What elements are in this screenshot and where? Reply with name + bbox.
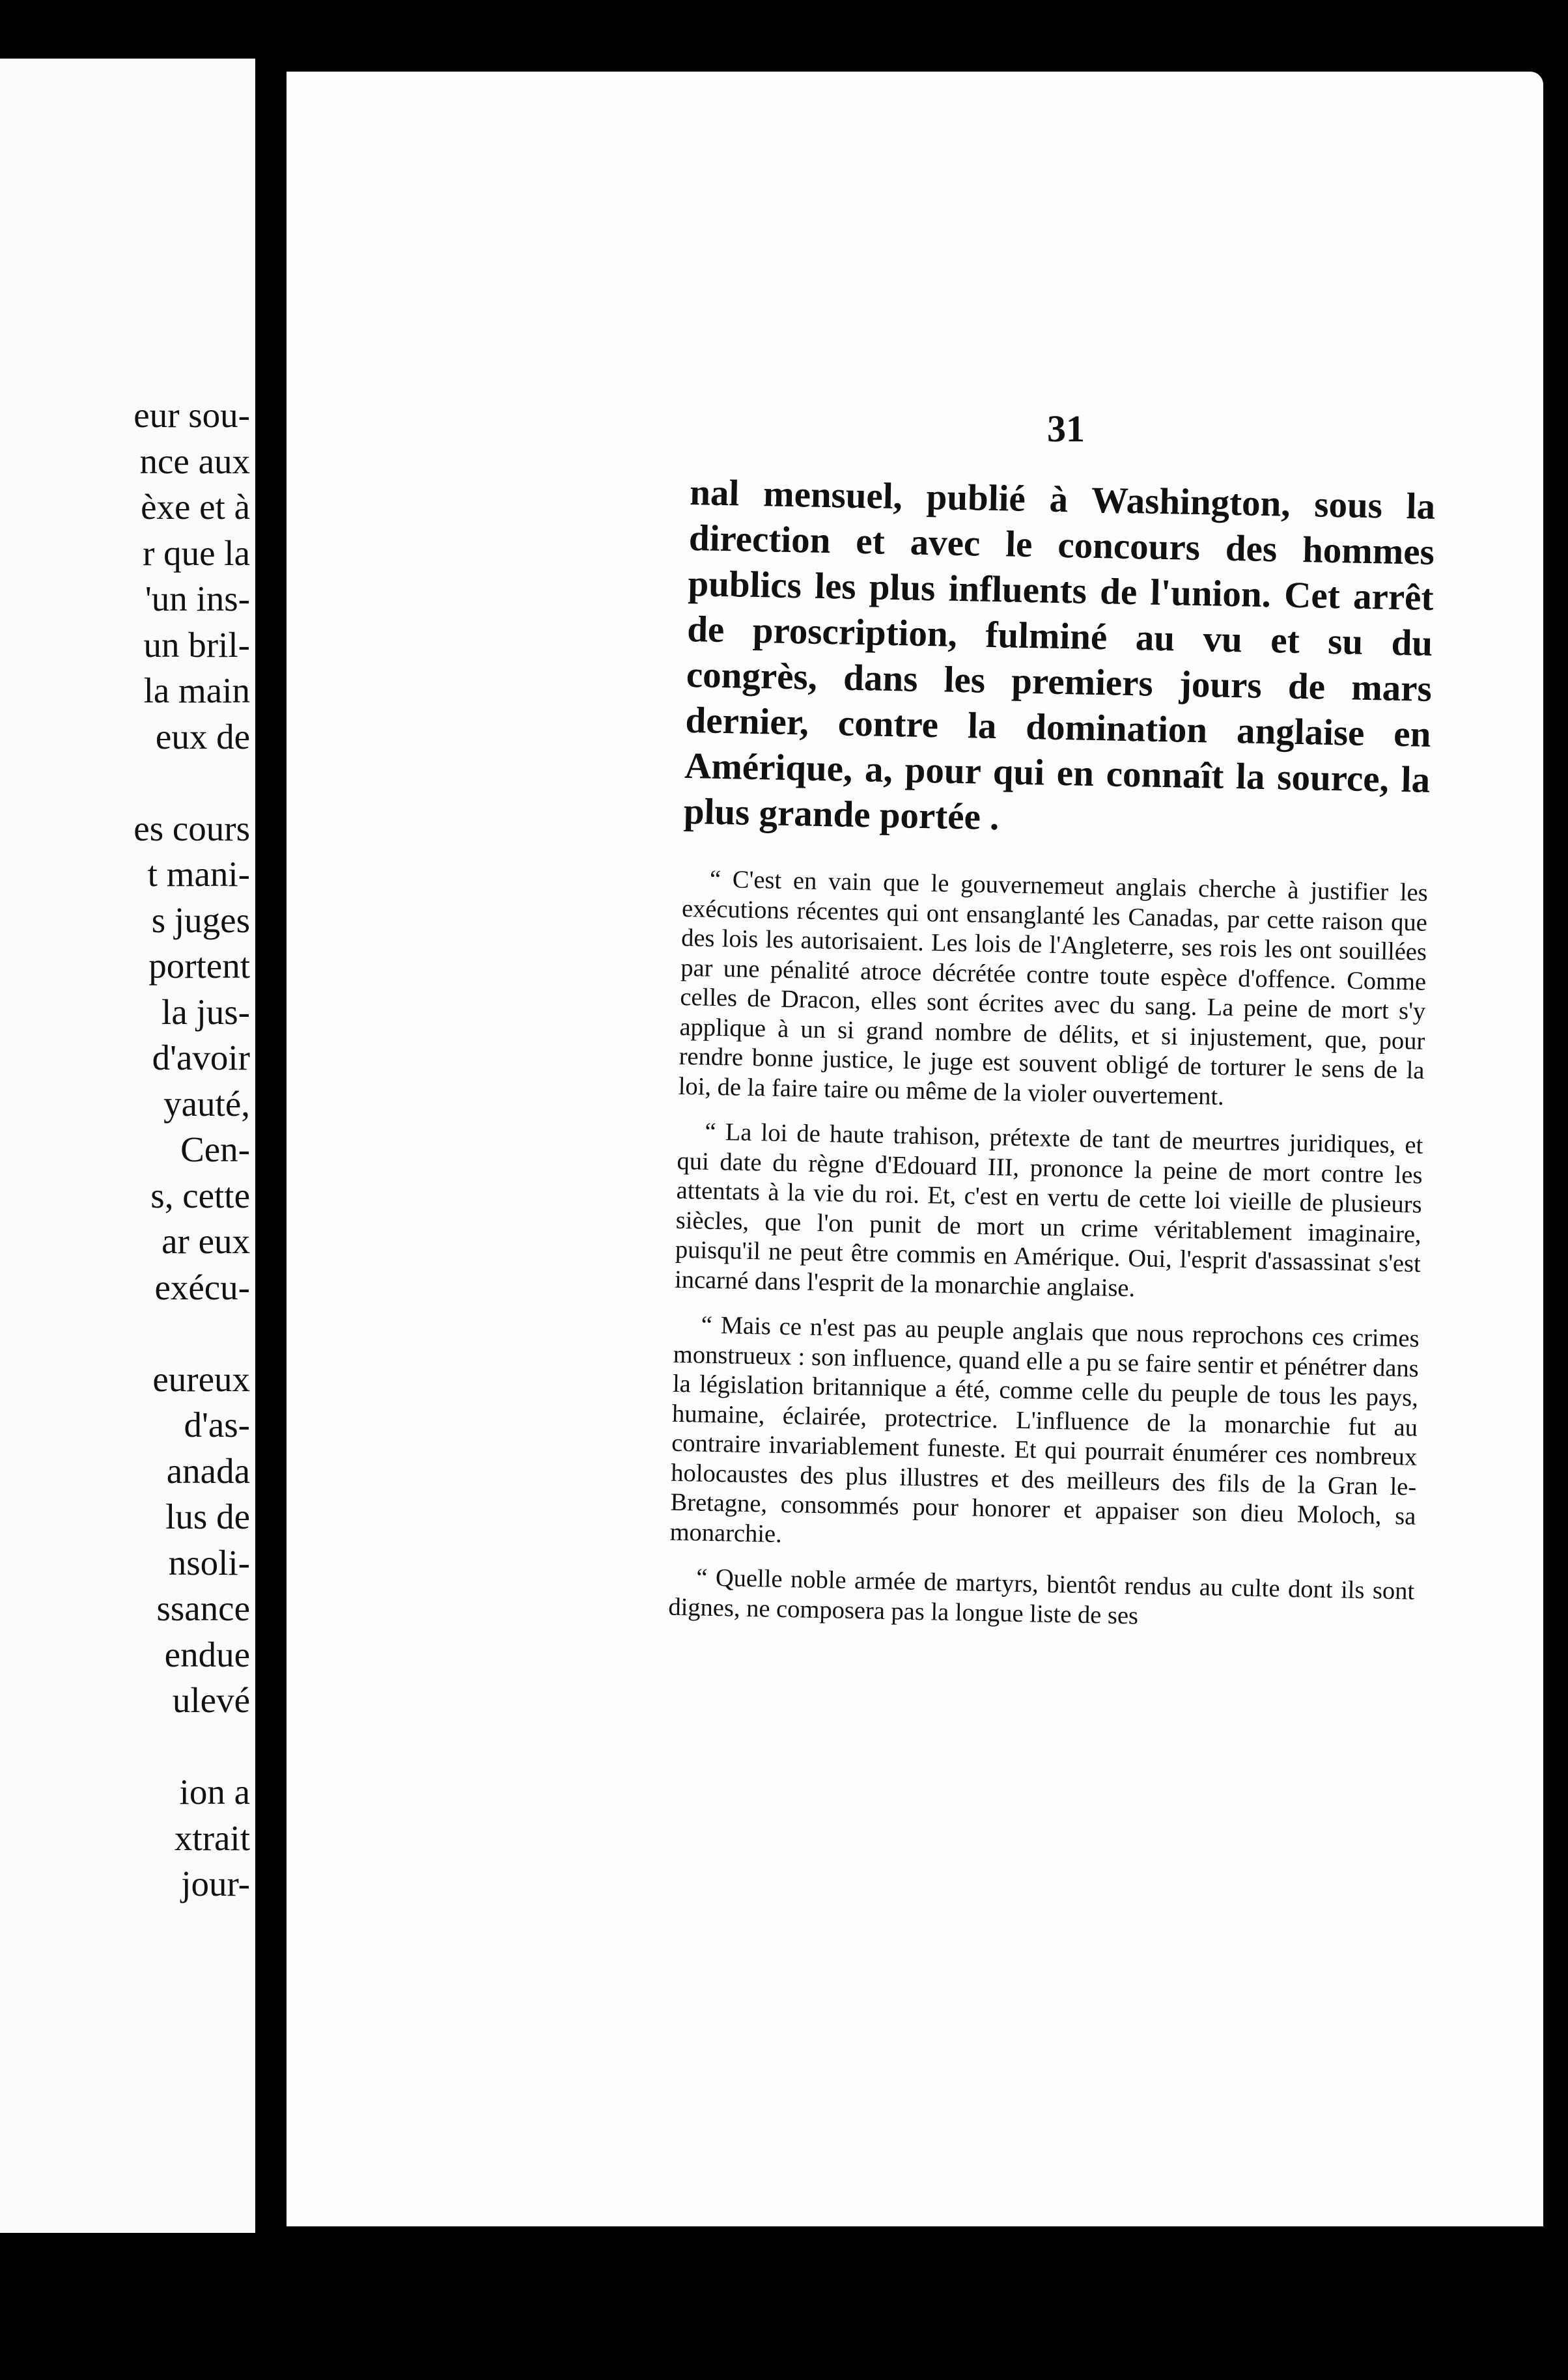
left-page-line: lus de	[165, 1497, 250, 1536]
left-page-line: es cours	[133, 808, 250, 848]
quote-paragraph-1: “ C'est en vain que le gouvernemeut anglais cherche à justifier les exécutions récentes qui ont ensanglanté les Canadas, par cette raison que des lois les autorisaient. Les lois de l'Angleterre, ses rois les ont souillées par une pénalité atroce décrétée contre toute espèce d'offence. Comme celles de Dracon, elles sont écrites avec du sang. La peine de mort s'y applique à un si grand nombre de délits, et si injustement, que, pour rendre bonne justice, le juge est souvent obligé de torturer le sens de la loi, de la faire taire ou même de la violer ouvertement.	[678, 865, 1429, 1111]
left-page-line: Cen-	[180, 1129, 250, 1169]
left-page-line: eureux	[152, 1359, 250, 1399]
left-page-line: d'avoir	[152, 1038, 250, 1077]
previous-page-fragment	[0, 59, 255, 2233]
left-page-line: ssance	[156, 1588, 250, 1628]
left-page-line: èxe et à	[141, 487, 250, 527]
left-page-line: s juges	[151, 900, 250, 940]
left-page-line: la jus-	[161, 991, 250, 1032]
left-page-line: s, cette	[150, 1175, 250, 1215]
left-page-line: eux de	[155, 716, 250, 756]
left-page-line: t mani-	[147, 854, 250, 894]
current-page	[287, 72, 1543, 2226]
left-page-line: nce aux	[139, 441, 250, 481]
left-page-line: r que la	[143, 533, 250, 573]
left-page-line: portent	[148, 946, 250, 986]
page-body	[668, 470, 1436, 1637]
left-page-line: yauté,	[163, 1083, 250, 1124]
quote-paragraph-2: “ La loi de haute trahison, prétexte de tant de meurtres juridiques, et qui date du règne d'Edouard III, prononce la peine de mort contre les attentats à la vie du roi. Et, c'est en vertu de cette loi vieille de plusieurs siècles, que l'on punit de mort un crime véritablement imaginaire, puisqu'il ne peut être commis en Amérique. Oui, l'esprit d'assassinat s'est incarné dans l'esprit de la monarchie anglaise.	[674, 1118, 1423, 1302]
quote-paragraph-4: “ Quelle noble armée de martyrs, bientôt rendus au culte dont ils sont dignes, ne composera pas la longue liste de ses	[668, 1564, 1415, 1630]
left-page-line: jour-	[181, 1864, 250, 1903]
left-page-line: exécu-	[154, 1267, 250, 1307]
left-page-line: ar eux	[161, 1221, 250, 1261]
left-page-line: anada	[166, 1450, 250, 1491]
left-page-line: nsoli-	[168, 1542, 250, 1583]
lead-paragraph: nal mensuel, publié à Washington, sous la direction et avec le concours des hommes publics les plus influents de l'union. Cet arrêt de proscription, fulminé au vu et su du congrès, dans les premiers jours de mars dernier, contre la domination anglaise en Amérique, a, pour qui en connaît la source, la plus grande portée .	[683, 471, 1436, 838]
left-page-line: un bril-	[143, 624, 250, 665]
left-page-line: d'as-	[184, 1405, 250, 1445]
left-page-line: xtrait	[174, 1818, 250, 1858]
left-page-line: la main	[143, 671, 250, 710]
left-page-line: eur sou-	[133, 395, 250, 435]
left-page-line: ulevé	[172, 1680, 250, 1720]
quote-paragraph-3: “ Mais ce n'est pas au peuple anglais que nous reprochons ces crimes monstrueux : son influence, quand elle a pu se faire sentir et pénétrer dans la législation britannique a été, comme celle du peuple de tous les pays, humaine, éclairée, protectrice. L'influence de la monarchie fut au contraire invariablement funeste. Et qui pourrait énumérer ces nombreux holocaustes des plus illustres et des meilleurs des fils de la Gran le-Bretagne, consommés pour honorer et appaiser son dieu Moloch, sa monarchie.	[669, 1311, 1420, 1548]
left-page-line: 'un ins-	[145, 579, 250, 618]
page-number: 31	[1047, 408, 1085, 450]
left-page-line: ion a	[179, 1772, 250, 1812]
left-page-line: endue	[164, 1634, 250, 1674]
